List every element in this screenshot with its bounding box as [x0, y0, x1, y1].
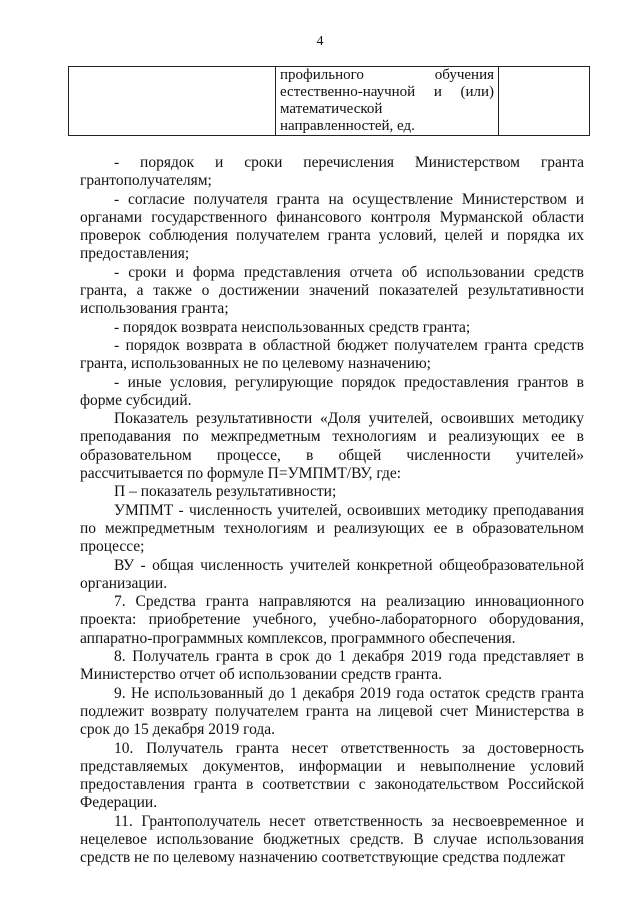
- paragraph-other-conditions: - иные условия, регулирующие порядок предоставления грантов в форме субсидий.: [80, 373, 584, 409]
- table-cell-empty-left: [69, 67, 276, 136]
- paragraph-transfer-terms: - порядок и сроки перечисления Министерством гранта грантополучателям;: [80, 154, 584, 190]
- paragraph-report-form: - сроки и форма представления отчета об использовании средств гранта, а также о достижении значений показателей результативности использования гранта;: [80, 263, 584, 318]
- paragraph-consent-inspection: - согласие получателя гранта на осуществление Министерством и органами государственного финансового контроля Мурманской области проверок соблюдения получателем гранта условий, целей и порядка их предоставления;: [80, 190, 584, 263]
- paragraph-item-9: 9. Не использованный до 1 декабря 2019 года остаток средств гранта подлежит возврату получателем гранта на лицевой счет Министерства в срок до 15 декабря 2019 года.: [80, 684, 584, 739]
- paragraph-indicator-formula: Показатель результативности «Доля учителей, освоивших методику преподавания по межпредметным технологиям и реализующих ее в образовательном процессе, в общей численности учителей» рассчитывается по формуле П=УМПМТ/ВУ, где:: [80, 410, 584, 483]
- table-cell-empty-right: [499, 67, 590, 136]
- paragraph-item-10: 10. Получатель гранта несет ответственность за достоверность представляемых документов, информации и невыполнение условий предоставления гранта в соответствии с законодательством Российской Федерации.: [80, 739, 584, 812]
- table-row: [69, 67, 590, 136]
- paragraph-item-11: 11. Грантополучатель несет ответственность за несвоевременное и нецелевое использование бюджетных средств. В случае использования средств не по целевому назначению соответствующие средства подлежат: [80, 812, 584, 867]
- paragraph-def-umpmt: УМПМТ - численность учителей, освоивших методику преподавания по межпредметным технологиям и реализующих ее в образовательном процессе;: [80, 501, 584, 556]
- paragraph-item-7: 7. Средства гранта направляются на реализацию инновационного проекта: приобретение учебного, учебно-лабораторного оборудования, аппаратно-программных комплексов, программного обеспечения.: [80, 593, 584, 647]
- continuation-table: [68, 66, 590, 136]
- paragraph-item-8: 8. Получатель гранта в срок до 1 декабря 2019 года представляет в Министерство отчет об использовании средств гранта.: [80, 648, 584, 684]
- document-body: [80, 154, 584, 868]
- paragraph-return-unused: - порядок возврата неиспользованных средств гранта;: [114, 318, 471, 336]
- paragraph-def-vu: ВУ - общая численность учителей конкретной общеобразовательной организации.: [80, 556, 584, 592]
- paragraph-def-p: П – показатель результативности;: [114, 483, 337, 501]
- paragraph-return-misused: - порядок возврата в областной бюджет получателем гранта средств гранта, использованных не по целевому назначению;: [80, 336, 584, 373]
- table-cell-indicator: профильного обучения естественно-научной и (или) математической направленностей, ед.: [276, 67, 499, 136]
- page-number: 4: [316, 34, 324, 49]
